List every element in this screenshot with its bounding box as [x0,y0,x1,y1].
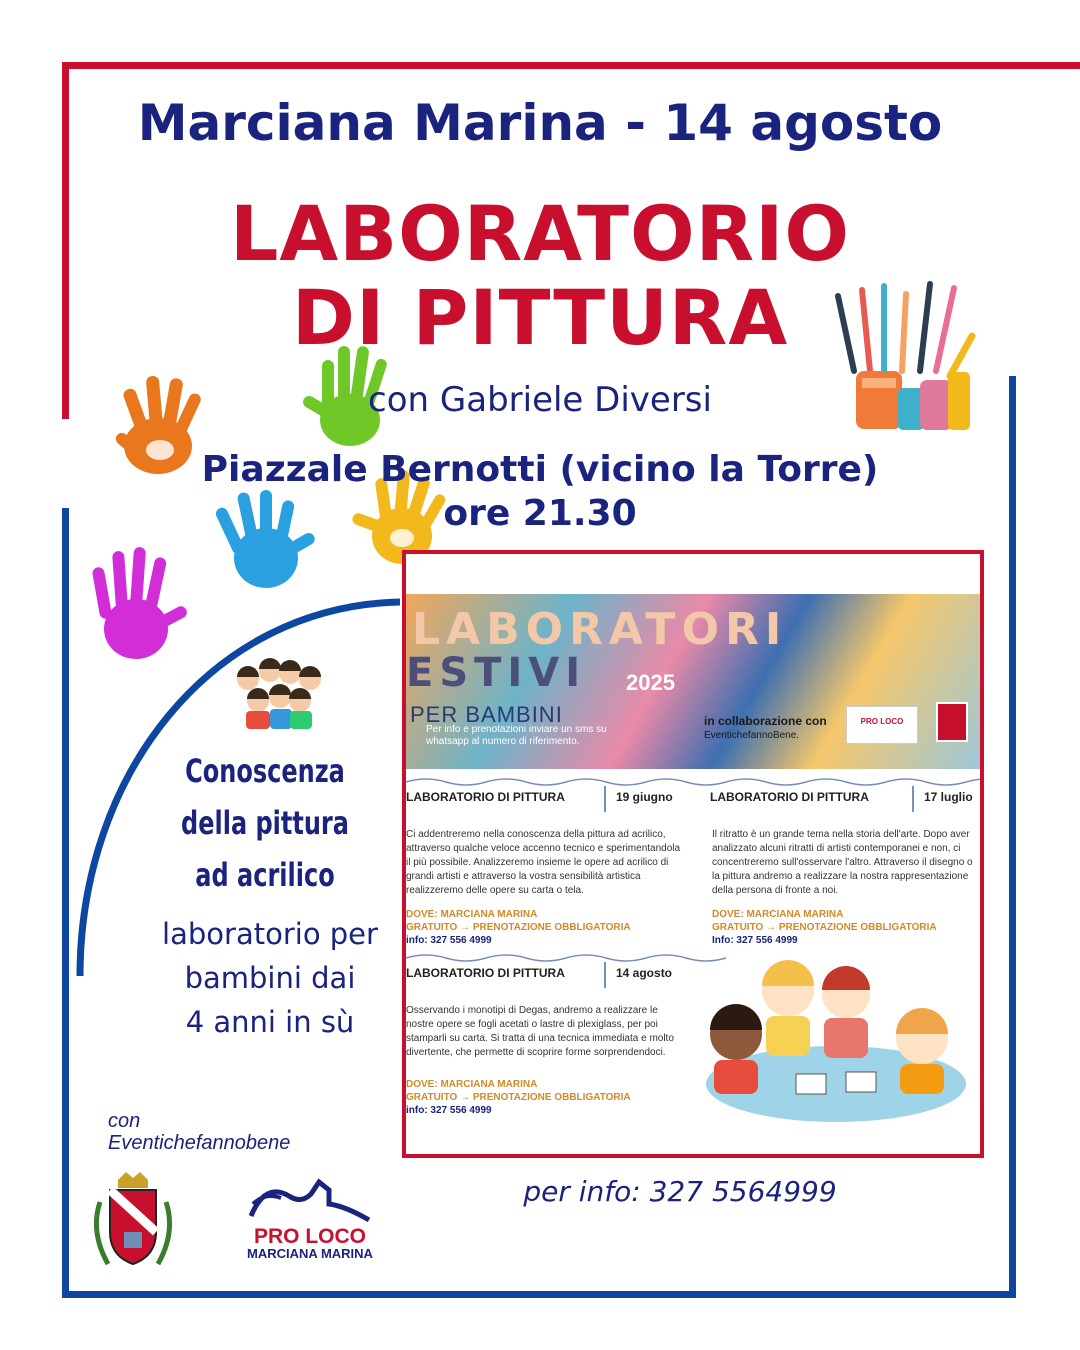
event-time: ore 21.30 [443,493,637,534]
event-venue: Piazzale Bernotti (vicino la Torre) [201,449,879,490]
event2-meta [712,908,978,947]
poster-collab-label: in collaborazione con [704,714,827,728]
event3-date: 14 agosto [616,966,673,980]
frame-bottom-border [62,1291,1016,1298]
side-heading-line: della pittura [181,804,349,842]
poster-banner-line2: ESTIVI [406,650,587,696]
event2-info: Info: 327 556 4999 [712,935,798,946]
children-group-icon [228,655,328,731]
event1-info: info: 327 556 4999 [406,935,492,946]
event1-meta [406,908,686,947]
side-desc-line: bambini dai [184,961,356,995]
poster-per-bambini: PER BAMBINI [410,702,563,727]
event2-free: GRATUITO [712,922,764,933]
proloco-logo-icon [245,1176,375,1224]
collab-line2: Eventichefannobene [108,1132,291,1154]
event3-text: Osservando i monotipi di Degas, andremo a realizzare le nostre opere se fogli acetati o lastre di plexiglass, per poi stamparli su carta. Si tratta di una tecnica immediata e molto divertente, che permette di scoprire forme sorprendendoci. [406,1005,674,1058]
event2-booking: → PRENOTAZIONE OBBLIGATORIA [763,922,937,933]
proloco-badge-logo [846,706,918,744]
info-phone: per info: 327 5564999 [523,1175,837,1208]
event1-separator [604,786,606,812]
event3-info: info: 327 556 4999 [406,1105,492,1116]
event1-title: LABORATORIO DI PITTURA [406,790,565,804]
collab-note [108,1110,290,1154]
poster-banner-line1: LABORATORI [412,604,788,655]
poster-contact-note: Per info e prenotazioni inviare un sms su whatsapp al numero di riferimento. [426,724,607,747]
event2-where: DOVE: MARCIANA MARINA [712,909,844,920]
event3-free: GRATUITO [406,1092,458,1103]
poster-banner [406,594,980,769]
proloco-badge-text: PRO LOCO [860,717,904,726]
side-description [120,912,420,1044]
side-desc-line: laboratorio per [162,917,378,951]
embedded-poster [402,550,984,1158]
event1-where: DOVE: MARCIANA MARINA [406,909,538,920]
event2-date: 17 luglio [924,790,973,804]
proloco-name: PRO LOCO [253,1225,366,1248]
divider-wave [406,776,980,788]
event1-date: 19 giugno [616,790,673,804]
event1-text: Ci addentreremo nella conoscenza della pittura ad acrilico, attraverso qualche veloce accenno tecnico e sperimentandola il più possibile. Analizzeremo insieme le opere ad acrilico di grandi artisti e attraverso la vostra sensibilità artistica realizzeremo delle opere su carta o tela. [406,829,681,896]
event3-separator [604,962,606,988]
event3-meta [406,1078,686,1117]
event-subtitle: con Gabriele Diversi [368,380,712,420]
frame-left-blue-border [62,508,69,1298]
side-heading-line: Conoscenza [185,752,345,790]
children-painting-illustration-icon [696,954,976,1134]
municipal-crest-icon [88,1172,178,1272]
event1-booking: → PRENOTAZIONE OBBLIGATORIA [457,922,631,933]
event3-booking: → PRENOTAZIONE OBBLIGATORIA [457,1092,631,1103]
poster-year: 2025 [626,670,675,695]
event1-free: GRATUITO [406,922,458,933]
side-heading [179,745,352,901]
frame-top-border [64,62,1080,69]
event3-title: LABORATORIO DI PITTURA [406,966,565,980]
magenta-handprint-icon [86,545,196,665]
collab-line1: con [108,1110,141,1132]
municipal-crest-small-icon [936,702,968,742]
proloco-place: MARCIANA MARINA [247,1246,373,1261]
event2-title: LABORATORIO DI PITTURA [710,790,869,804]
event2-text: Il ritratto è un grande tema nella storia dell'arte. Dopo aver analizzato alcuni ritratti di artisti contemporanei e non, ci concentreremo sull'osservare l'altro. Attraverso il disegno o la pittura andremo a realizzare la nostra rappresentazione della persona di fronte a noi. [712,829,973,896]
side-desc-line: 4 anni in sù [185,1005,355,1039]
event3-where: DOVE: MARCIANA MARINA [406,1079,538,1090]
poster-collab-name: EventichefannoBene. [704,730,800,741]
event2-separator [912,786,914,812]
event-place-date: Marciana Marina - 14 agosto [137,94,943,152]
event-title-line2: DI PITTURA [291,273,789,362]
event-title-line1: LABORATORIO [229,189,851,278]
side-heading-line: ad acrilico [195,856,335,894]
